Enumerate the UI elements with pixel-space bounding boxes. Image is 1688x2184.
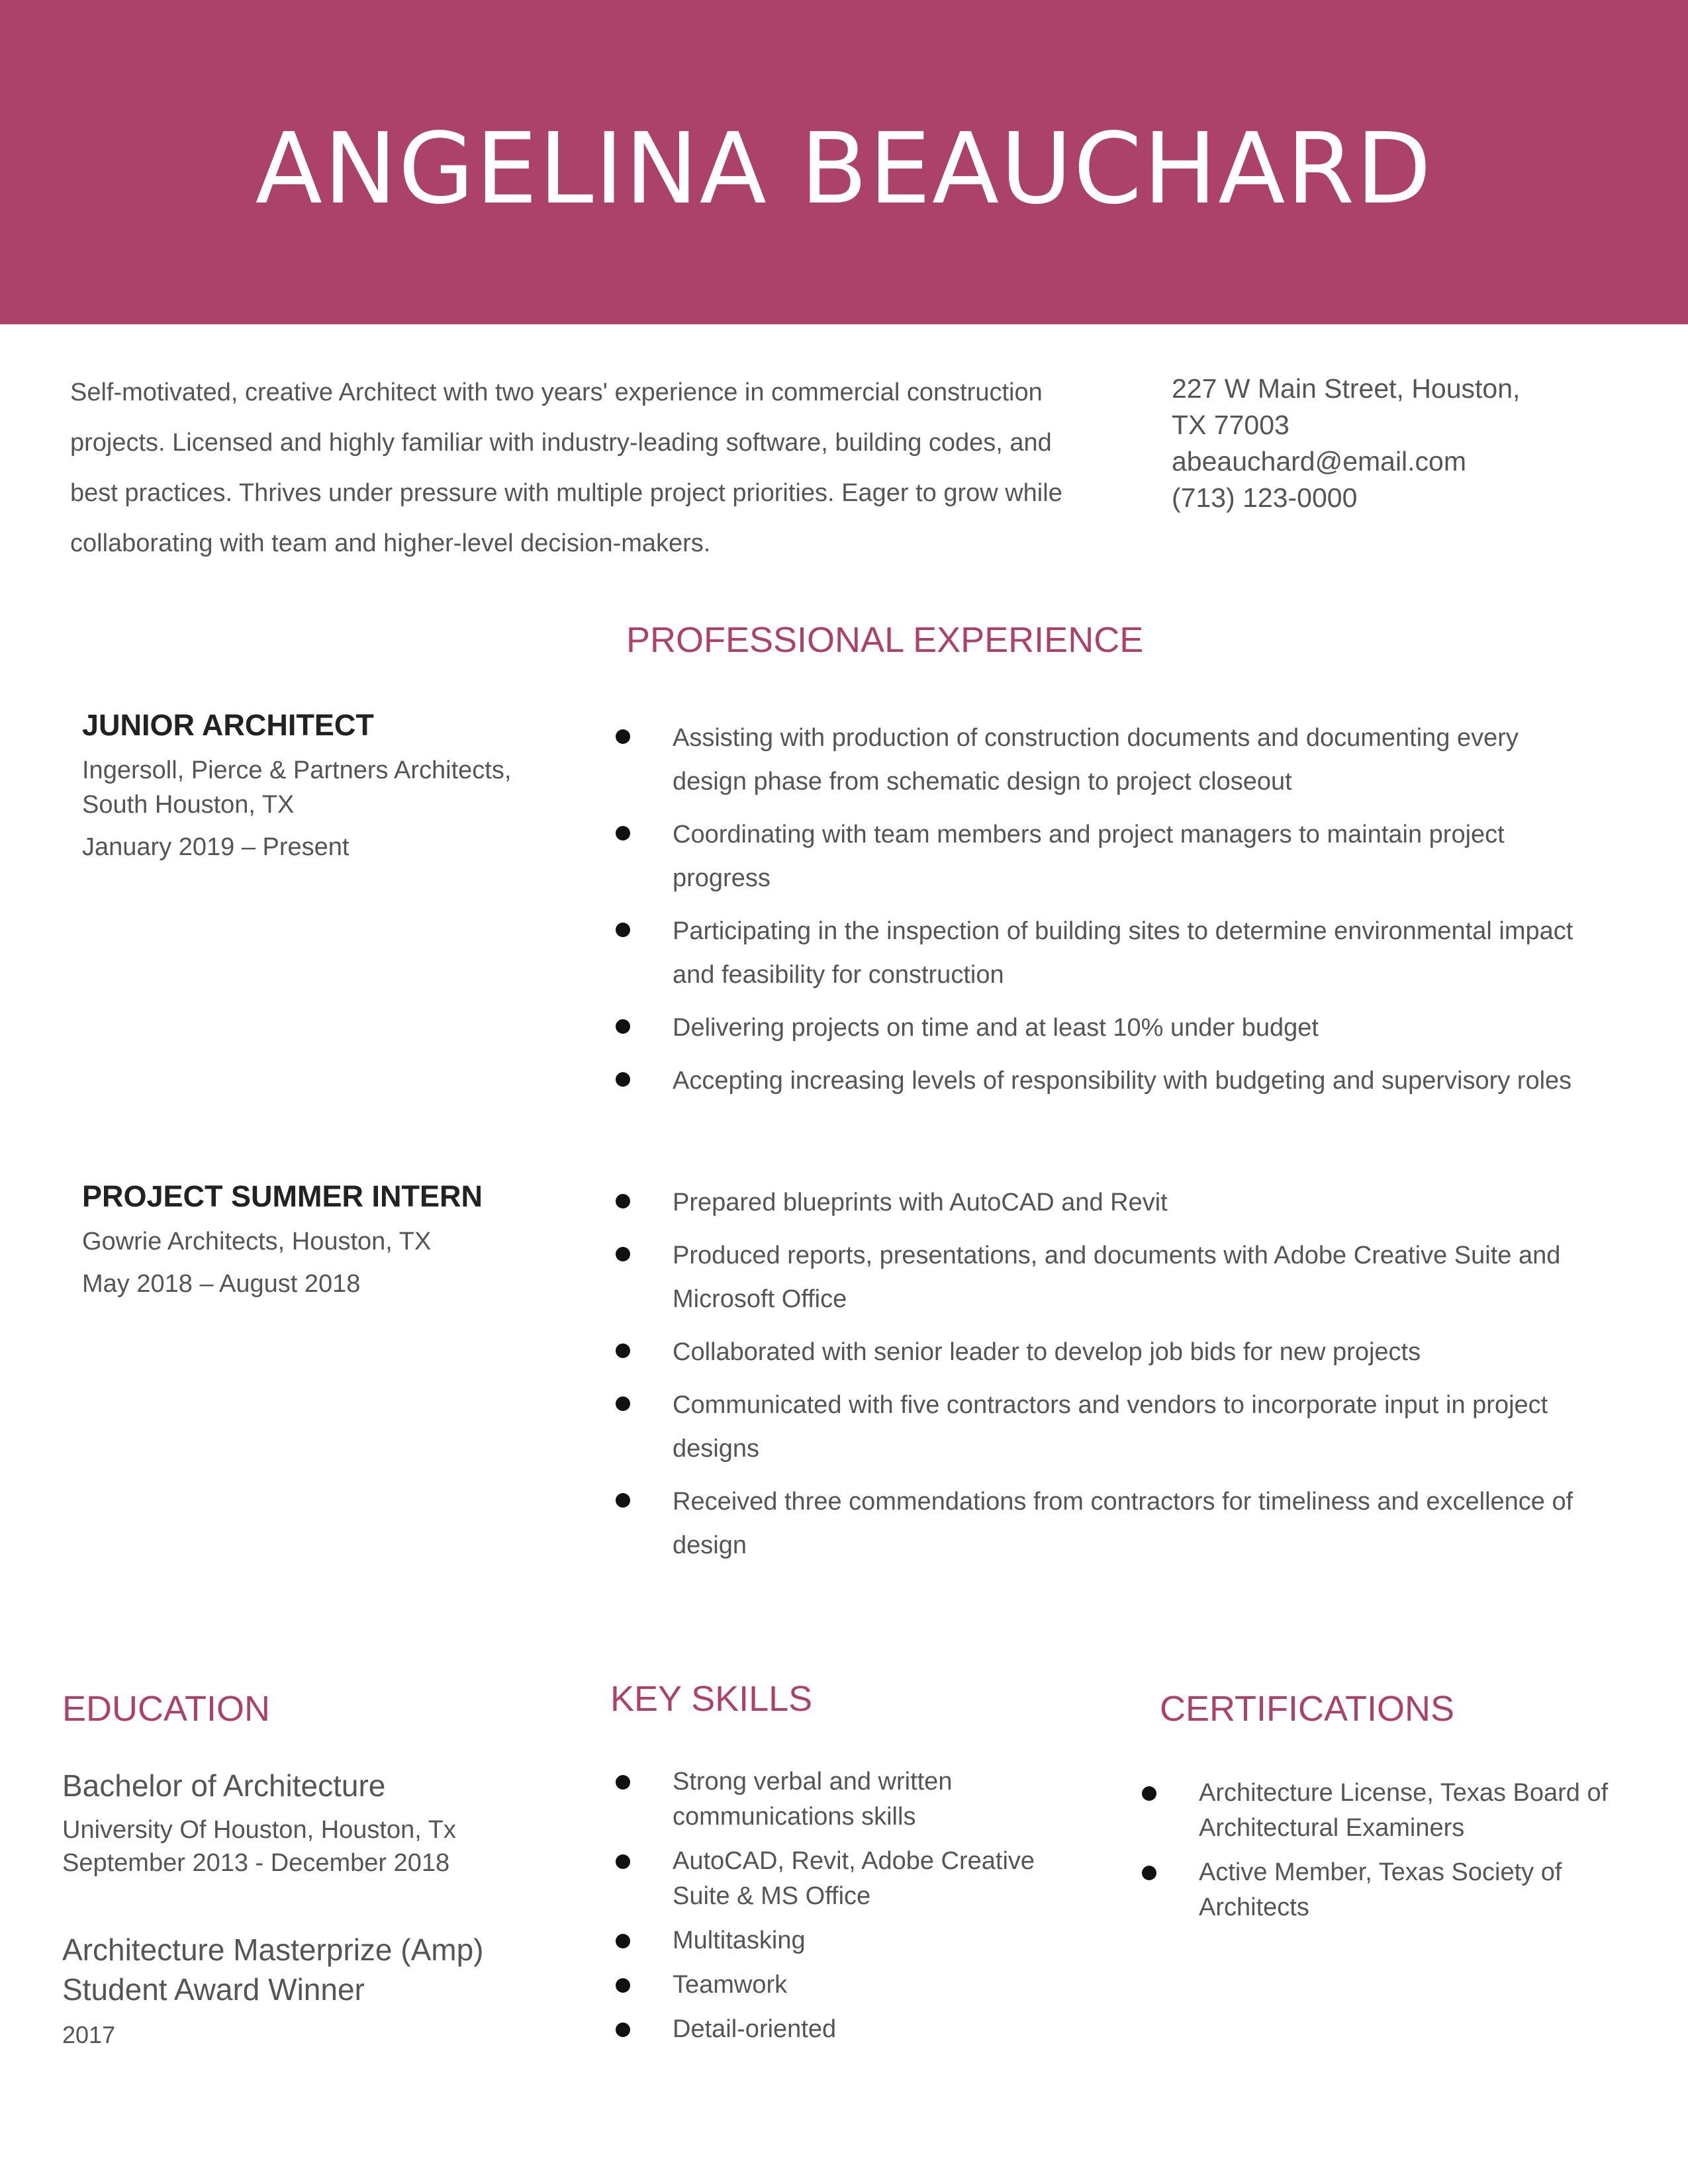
bullet-dot	[616, 1396, 630, 1411]
bullet-dot	[1142, 1786, 1156, 1801]
job-company: Gowrie Architects, Houston, TX	[82, 1228, 432, 1255]
bullet-dot	[616, 1194, 630, 1208]
summary-paragraph: Self-motivated, creative Architect with two years' experience in commercial construction projects. Licensed and highly familiar with industry-leading software, building codes, and best practices. Thrives under pressure with multiple project priorities. Eager to grow while collaborating with team and higher-level decision-makers.	[70, 379, 1062, 557]
certifications-heading: CERTIFICATIONS	[1160, 1689, 1455, 1729]
bullet-dot	[616, 1775, 630, 1790]
list-item: Communicated with five contractors and vendors to incorporate input in project designs	[616, 1383, 1595, 1471]
list-item: Teamwork	[616, 1968, 1079, 2003]
list-item: Multitasking	[616, 1923, 1079, 1958]
education-heading: EDUCATION	[62, 1689, 271, 1729]
bullet-dot	[616, 1934, 630, 1948]
list-item: Active Member, Texas Society of Architects	[1142, 1855, 1632, 1925]
bullet-dot	[616, 1072, 630, 1087]
degree: Bachelor of Architecture	[62, 1768, 386, 1803]
job-location: South Houston, TX	[82, 791, 295, 819]
award-title: Architecture Masterprize (Amp)	[62, 1933, 484, 1967]
job-title: PROJECT SUMMER INTERN	[82, 1179, 483, 1213]
list-item: Collaborated with senior leader to develop job bids for new projects	[616, 1330, 1595, 1374]
list-item: Received three commendations from contractors for timeliness and excellence of design	[616, 1480, 1595, 1567]
list-item: Assisting with production of construction documents and documenting every design phase from schematic design to project closeout	[616, 716, 1595, 803]
list-item: Produced reports, presentations, and documents with Adobe Creative Suite and Microsoft Office	[616, 1234, 1595, 1321]
list-item: Participating in the inspection of building sites to determine environmental impact and feasibility for construction	[616, 909, 1595, 997]
list-item: Delivering projects on time and at least 10% under budget	[616, 1006, 1595, 1050]
header-band	[0, 0, 1688, 324]
bullet-dot	[616, 1493, 630, 1508]
list-item: Architecture License, Texas Board of Architectural Examiners	[1142, 1776, 1632, 1846]
award-year: 2017	[62, 2021, 116, 2048]
bullet-dot	[1142, 1866, 1156, 1880]
address-line-1: 227 W Main Street, Houston,	[1172, 373, 1521, 404]
job-dates: May 2018 – August 2018	[82, 1270, 361, 1298]
list-item: Strong verbal and written communications skills	[616, 1764, 1079, 1835]
contact-block	[1172, 371, 1635, 516]
list-item: Prepared blueprints with AutoCAD and Revit	[616, 1181, 1595, 1224]
skills-heading: KEY SKILLS	[610, 1679, 813, 1719]
certifications-list	[1142, 1776, 1632, 1934]
list-item: Accepting increasing levels of responsibility with budgeting and supervisory roles	[616, 1059, 1595, 1103]
bullet-dot	[616, 1978, 630, 1993]
list-item: Coordinating with team members and project managers to maintain project progress	[616, 813, 1595, 900]
bullet-dot	[616, 1854, 630, 1869]
address-line-2: TX 77003	[1172, 410, 1289, 440]
job-title: JUNIOR ARCHITECT	[82, 708, 374, 742]
education-dates: September 2013 - December 2018	[62, 1849, 450, 1877]
bullet-dot	[616, 1247, 630, 1261]
list-item: Detail-oriented	[616, 2012, 1079, 2047]
bullet-dot	[616, 729, 630, 744]
bullet-dot	[616, 2023, 630, 2037]
school: University Of Houston, Houston, Tx	[62, 1816, 456, 1844]
award-subtitle: Student Award Winner	[62, 1972, 365, 2007]
job-company: Ingersoll, Pierce & Partners Architects,	[82, 756, 512, 784]
list-item: AutoCAD, Revit, Adobe Creative Suite & MS Office	[616, 1844, 1079, 1914]
experience-heading: PROFESSIONAL EXPERIENCE	[626, 620, 1144, 660]
candidate-name: ANGELINA BEAUCHARD	[255, 112, 1433, 226]
bullet-dot	[616, 923, 630, 937]
phone[interactable]: (713) 123-0000	[1172, 482, 1358, 513]
job-bullets	[616, 1181, 1595, 1576]
job-bullets	[616, 716, 1595, 1112]
job-dates: January 2019 – Present	[82, 833, 350, 861]
email[interactable]: abeauchard@email.com	[1172, 446, 1467, 477]
bullet-dot	[616, 1343, 630, 1358]
skills-list	[616, 1764, 1079, 2056]
bullet-dot	[616, 1019, 630, 1034]
bullet-dot	[616, 826, 630, 841]
